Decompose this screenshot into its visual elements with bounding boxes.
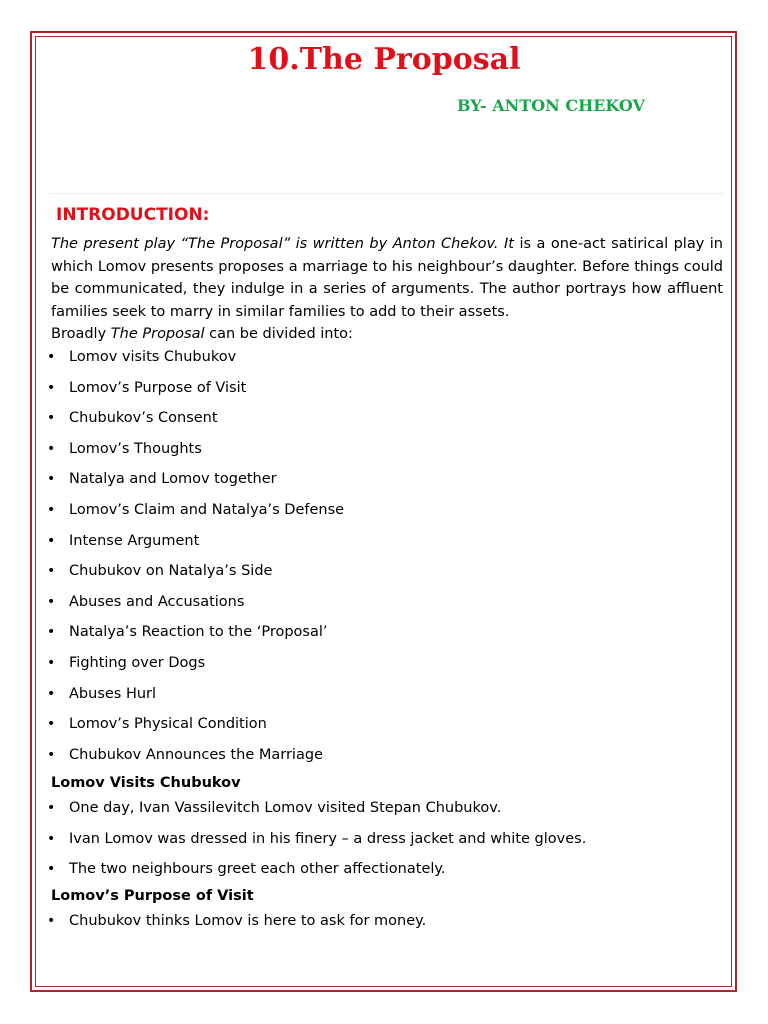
broadly-suffix: can be divided into:: [204, 326, 353, 342]
intro-text: is a one-act satirical play in which Lomov presents proposes a marriage to his neighbour’s daughter. Before things could be communicated, they indulge in a series of arguments. The author portrays how affluent families seek to marry in similar families to add to their assets.: [51, 236, 723, 320]
section2-list: [47, 910, 707, 941]
list-item: [47, 797, 707, 828]
bullet-icon: •: [47, 379, 56, 396]
bullet-icon: •: [47, 654, 56, 671]
list-item: [47, 499, 707, 530]
bullet-icon: •: [47, 471, 56, 488]
list-item-text: Chubukov thinks Lomov is here to ask for money.: [69, 913, 427, 929]
list-item: [47, 530, 707, 561]
list-item-text: Lomov’s Purpose of Visit: [69, 379, 247, 396]
outline-list: [47, 346, 707, 774]
list-item-text: Ivan Lomov was dressed in his finery – a dress jacket and white gloves.: [69, 830, 587, 847]
list-item-text: One day, Ivan Vassilevitch Lomov visited Stepan Chubukov.: [69, 800, 502, 816]
list-item: [47, 591, 707, 622]
division-intro: [51, 323, 353, 345]
list-item: [47, 652, 707, 683]
author-line: BY- ANTON CHEKOV: [457, 96, 645, 115]
bullet-icon: •: [47, 716, 56, 733]
list-item: [47, 910, 707, 941]
list-item-text: Lomov’s Claim and Natalya’s Defense: [69, 501, 345, 518]
list-item: [47, 621, 707, 652]
list-item: [47, 407, 707, 438]
introduction-heading: INTRODUCTION:: [56, 205, 210, 225]
bullet-icon: •: [47, 830, 56, 847]
list-item-text: Natalya and Lomov together: [69, 471, 277, 488]
bullet-icon: •: [47, 624, 56, 641]
list-item: [47, 683, 707, 714]
bullet-icon: •: [47, 532, 56, 549]
list-item-text: Lomov’s Thoughts: [69, 440, 202, 457]
divider: [50, 193, 725, 194]
list-item: [47, 468, 707, 499]
list-item: [47, 346, 707, 377]
list-item-text: The two neighbours greet each other affectionately.: [69, 861, 446, 878]
bullet-icon: •: [47, 410, 56, 427]
bullet-icon: •: [47, 685, 56, 702]
broadly-title: The Proposal: [110, 326, 205, 342]
document-title: 10.The Proposal: [247, 42, 521, 77]
bullet-icon: •: [47, 861, 56, 878]
list-item-text: Abuses and Accusations: [69, 593, 245, 610]
broadly-prefix: Broadly: [51, 326, 111, 342]
bullet-icon: •: [47, 349, 56, 365]
list-item-text: Natalya’s Reaction to the ‘Proposal’: [69, 624, 328, 641]
intro-italic-text: The present play “The Proposal” is written by Anton Chekov. It: [51, 236, 514, 252]
section1-list: [47, 797, 707, 889]
list-item-text: Fighting over Dogs: [69, 654, 206, 671]
list-item: [47, 713, 707, 744]
list-item: [47, 438, 707, 469]
section-heading-lomov-visits: Lomov Visits Chubukov: [51, 775, 241, 791]
list-item-text: Lomov’s Physical Condition: [69, 716, 267, 733]
list-item-text: Chubukov on Natalya’s Side: [69, 563, 273, 580]
list-item: [47, 560, 707, 591]
bullet-icon: •: [47, 800, 56, 816]
bullet-icon: •: [47, 593, 56, 610]
list-item: [47, 744, 707, 775]
list-item: [47, 377, 707, 408]
list-item-text: Chubukov Announces the Marriage: [69, 746, 323, 763]
list-item-text: Lomov visits Chubukov: [69, 349, 237, 365]
introduction-paragraph: [51, 233, 723, 323]
list-item-text: Chubukov’s Consent: [69, 410, 218, 427]
list-item: [47, 828, 707, 859]
list-item-text: Intense Argument: [69, 532, 200, 549]
list-item-text: Abuses Hurl: [69, 685, 157, 702]
bullet-icon: •: [47, 440, 56, 457]
bullet-icon: •: [47, 746, 56, 763]
bullet-icon: •: [47, 501, 56, 518]
bullet-icon: •: [47, 563, 56, 580]
list-item: [47, 858, 707, 889]
section-heading-purpose: Lomov’s Purpose of Visit: [51, 888, 254, 904]
bullet-icon: •: [47, 913, 56, 929]
